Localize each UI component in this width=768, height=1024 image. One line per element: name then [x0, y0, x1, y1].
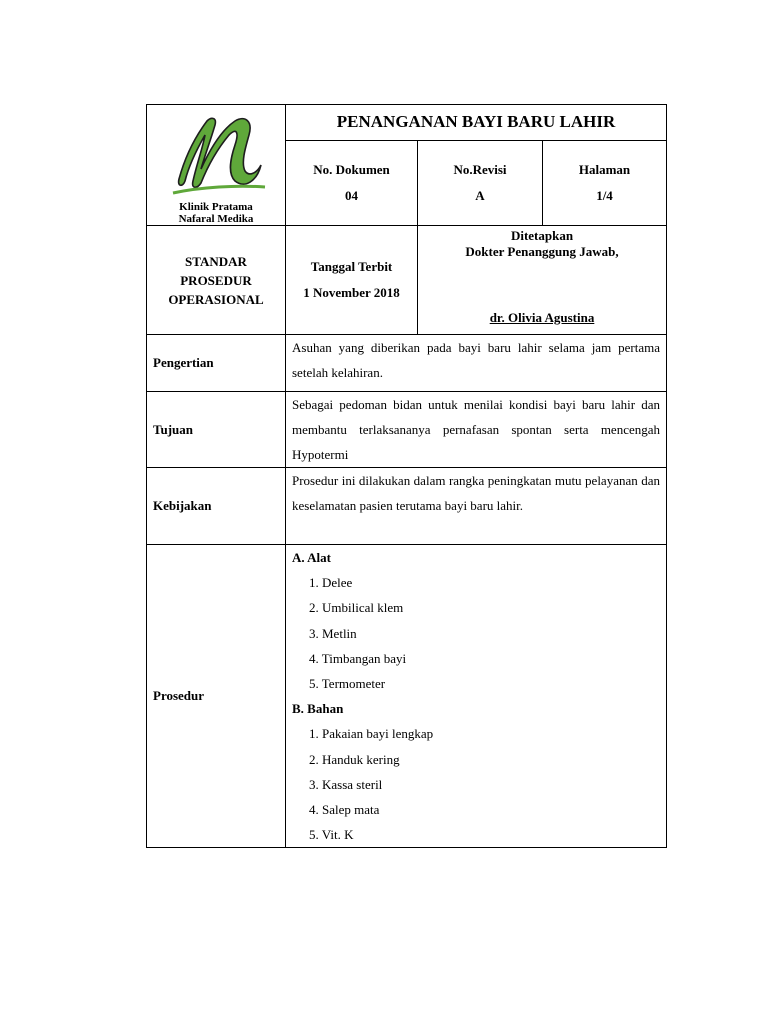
sop-line3: OPERASIONAL: [168, 291, 264, 307]
page-value: 1/4: [596, 187, 613, 203]
list-item: 4. Timbangan bayi: [309, 650, 407, 666]
list-item: 2. Umbilical klem: [309, 600, 404, 616]
kebijakan-label: Kebijakan: [147, 468, 286, 545]
section-bahan-heading: B. Bahan: [292, 701, 344, 717]
list-item: 2. Handuk kering: [309, 751, 400, 767]
bahan-list: [292, 721, 660, 847]
sop-document-table: [146, 104, 667, 848]
doc-number-label: No. Dokumen: [313, 161, 390, 177]
prosedur-label: Prosedur: [147, 545, 286, 848]
doc-number-cell: [286, 140, 418, 225]
tujuan-label: Tujuan: [147, 392, 286, 468]
issue-date-cell: [286, 226, 418, 335]
approval-cell: [418, 226, 667, 335]
list-item: 5. Vit. K: [309, 827, 354, 843]
revision-label: No.Revisi: [453, 161, 507, 177]
approved-label: Ditetapkan: [510, 228, 574, 243]
pengertian-text: Asuhan yang diberikan pada bayi baru lahir selama jam pertama setelah kelahiran.: [286, 335, 667, 392]
sop-line2: PROSEDUR: [180, 272, 252, 288]
issue-date-label: Tanggal Terbit: [310, 259, 393, 274]
pengertian-label: Pengertian: [147, 335, 286, 392]
section-alat-heading: A. Alat: [292, 550, 331, 565]
clinic-logo-icon: [161, 107, 271, 197]
clinic-logo-cell: [147, 105, 286, 226]
alat-list: [292, 570, 660, 696]
page-label: Halaman: [578, 161, 631, 177]
prosedur-content: [286, 545, 667, 848]
kebijakan-text: Prosedur ini dilakukan dalam rangka peningkatan mutu pelayanan dan keselamatan pasien terutama bayi baru lahir.: [286, 468, 667, 545]
document-title: PENANGANAN BAYI BARU LAHIR: [286, 105, 667, 141]
tujuan-text: Sebagai pedoman bidan untuk menilai kondisi bayi baru lahir dan membantu terlaksananya pernafasan spontan serta mencengah Hypotermi: [286, 392, 667, 468]
list-item: 3. Metlin: [309, 625, 357, 641]
list-item: 5. Termometer: [309, 676, 386, 692]
clinic-name-line1: Klinik Pratama: [179, 201, 253, 213]
list-item: 4. Salep mata: [309, 802, 380, 818]
approver-name: dr. Olivia Agustina: [489, 310, 595, 325]
page-cell: [543, 140, 667, 225]
issue-date-value: 1 November 2018: [303, 285, 400, 300]
list-item: 1. Pakaian bayi lengkap: [309, 726, 434, 742]
sop-label-cell: [147, 226, 286, 335]
revision-value: A: [475, 187, 485, 203]
clinic-name-line2: Nafaral Medika: [178, 213, 254, 225]
doc-number-value: 04: [345, 187, 358, 203]
list-item: 1. Delee: [309, 575, 353, 591]
revision-cell: [418, 140, 543, 225]
list-item: 3. Kassa steril: [309, 776, 383, 792]
approver-title: Dokter Penanggung Jawab,: [465, 244, 619, 259]
sop-line1: STANDAR: [185, 253, 247, 269]
